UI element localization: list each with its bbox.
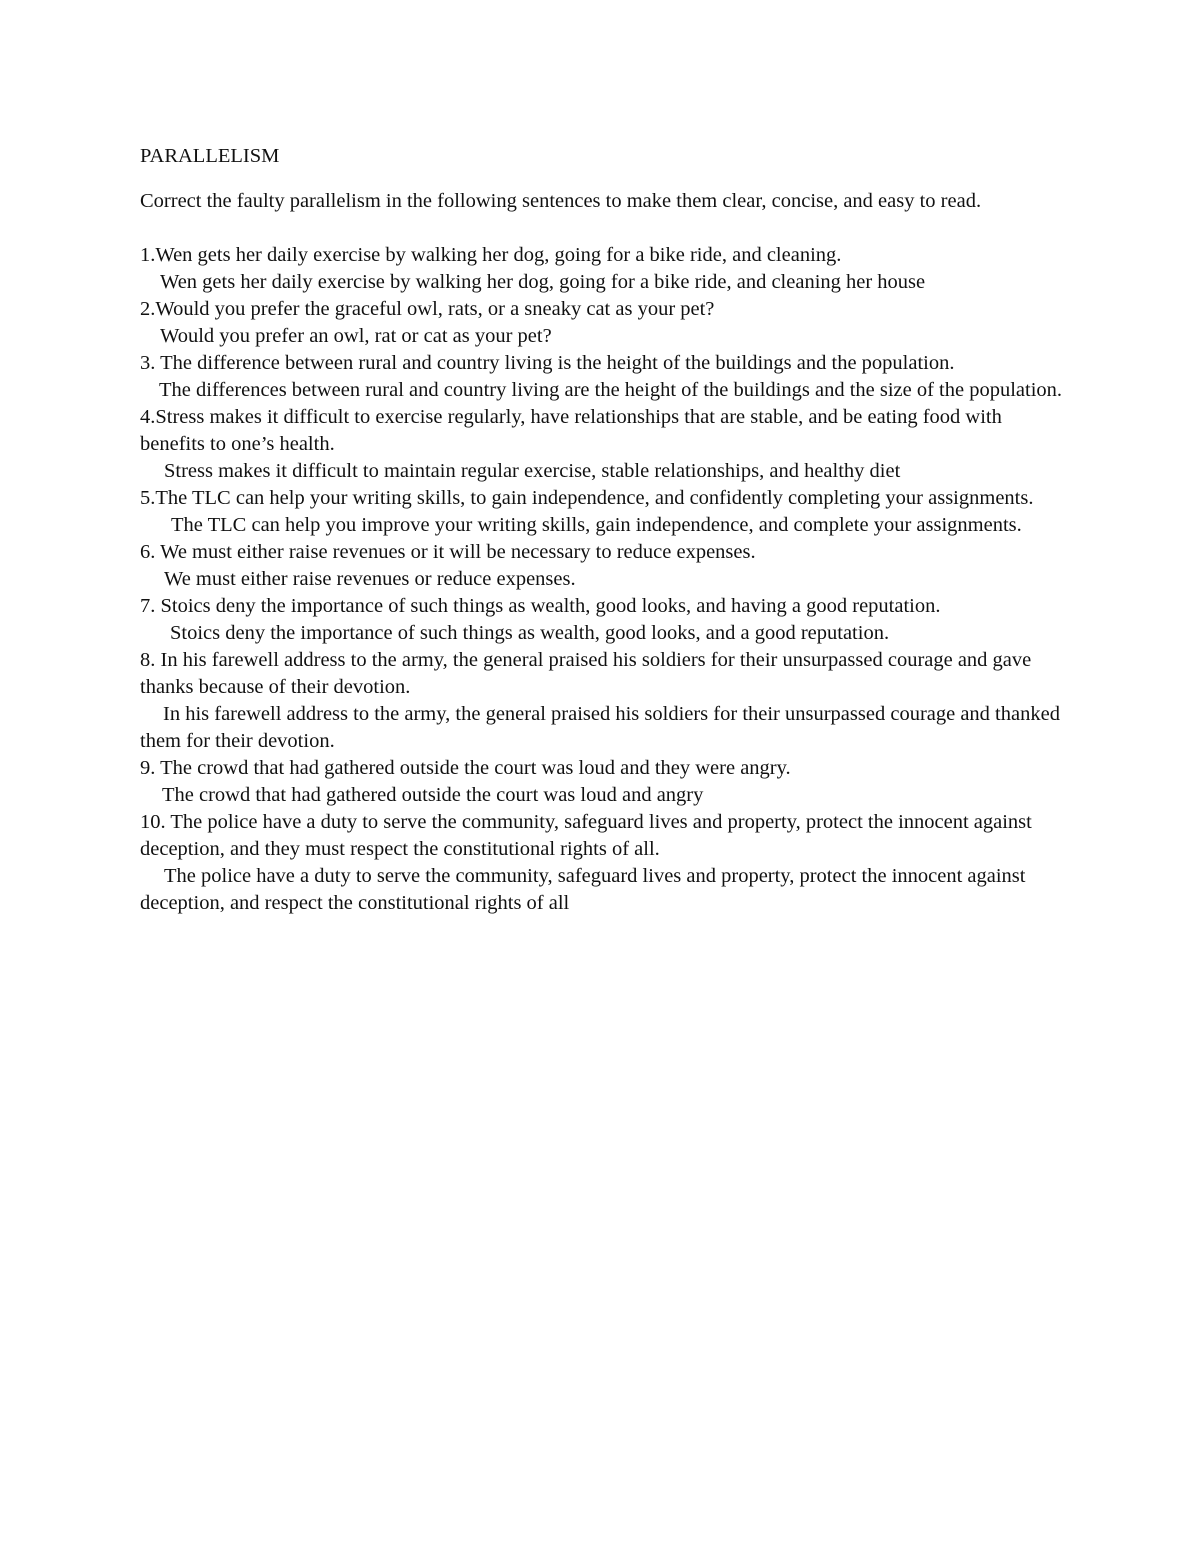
answer-7: Stoics deny the importance of such things as wealth, good looks, and a good reputation. [170, 622, 890, 644]
answer-6: We must either raise revenues or reduce expenses. [164, 568, 576, 590]
document-title: PARALLELISM [140, 145, 280, 167]
answer-3-text: The differences between rural and country living are the height of the buildings and the size of the population. [159, 379, 1063, 401]
question-9: 9. The crowd that had gathered outside the court was loud and they were angry. [140, 757, 791, 779]
question-8: 8. In his farewell address to the army, the general praised his soldiers for their unsurpassed courage and gave thanks because of their devotion. [140, 649, 1032, 698]
question-10: 10. The police have a duty to serve the community, safeguard lives and property, protect the innocent against deception, and they must respect the constitutional rights of all. [140, 811, 1032, 860]
question-1: 1.Wen gets her daily exercise by walking her dog, going for a bike ride, and cleaning. [140, 244, 842, 266]
question-3: 3. The difference between rural and country living is the height of the buildings and the population. [140, 352, 955, 374]
question-6: 6. We must either raise revenues or it will be necessary to reduce expenses. [140, 541, 756, 563]
answer-4: Stress makes it difficult to maintain regular exercise, stable relationships, and healthy diet [164, 460, 901, 482]
answer-9: The crowd that had gathered outside the court was loud and angry [162, 784, 704, 806]
document-page [140, 143, 1065, 917]
answer-1: Wen gets her daily exercise by walking her dog, going for a bike ride, and cleaning her house [160, 271, 926, 293]
answer-10-text: The police have a duty to serve the community, safeguard lives and property, protect the innocent against deception, and respect the constitutional rights of all [140, 865, 1026, 914]
exercise-list [140, 242, 1065, 917]
answer-5 [140, 512, 1065, 539]
answer-2: Would you prefer an owl, rat or cat as your pet? [160, 325, 552, 347]
question-4: 4.Stress makes it difficult to exercise regularly, have relationships that are stable, and be eating food with benefits to one’s health. [140, 406, 1002, 455]
answer-8-text: In his farewell address to the army, the general praised his soldiers for their unsurpassed courage and thanked them for their devotion. [140, 703, 1060, 752]
question-5: 5.The TLC can help your writing skills, to gain independence, and confidently completing your assignments. [140, 487, 1034, 509]
answer-8 [140, 701, 1065, 755]
answer-5-text: The TLC can help you improve your writing skills, gain independence, and complete your assignments. [171, 514, 1022, 536]
question-7: 7. Stoics deny the importance of such things as wealth, good looks, and having a good reputation. [140, 595, 941, 617]
question-2: 2.Would you prefer the graceful owl, rats, or a sneaky cat as your pet? [140, 298, 715, 320]
instructions-paragraph: Correct the faulty parallelism in the following sentences to make them clear, concise, and easy to read. [140, 190, 982, 212]
answer-3 [140, 377, 1065, 404]
answer-10 [140, 863, 1065, 917]
